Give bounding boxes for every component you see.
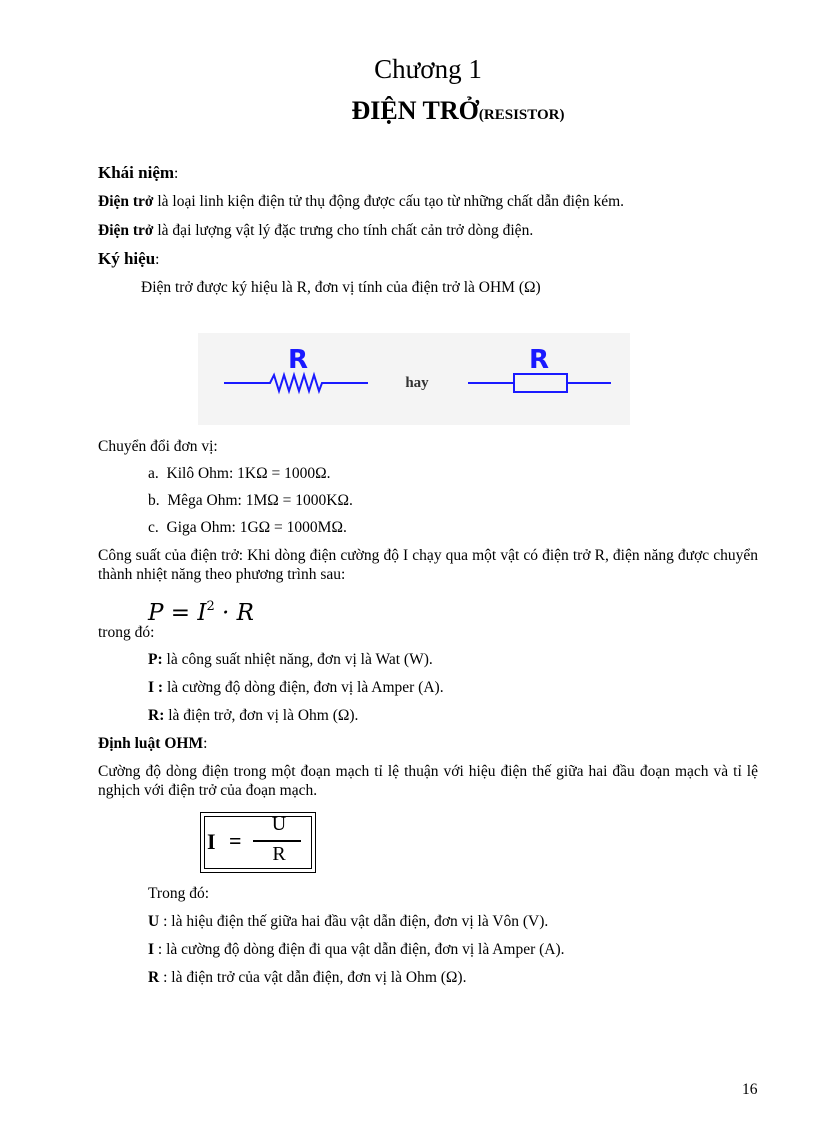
ohm-law-formula-inner-border — [204, 816, 312, 869]
ohm-formula-fraction-bar — [253, 840, 301, 842]
ohm-def-i-text: : là cường độ dòng điện đi qua vật dẫn điện, đơn vị là Amper (A). — [154, 941, 565, 958]
power-def-p-term: P: — [148, 651, 163, 668]
power-def-i-term: I : — [148, 679, 164, 696]
power-formula-lhs: P = I — [148, 600, 207, 626]
conversion-marker-b: b. — [148, 492, 160, 509]
ohm-formula-denominator: R — [272, 843, 286, 865]
power-paragraph: Công suất của điện trở: Khi dòng điện cường độ I chạy qua một vật có điện trở R, điện năng được chuyển thành nhiệt năng theo phương trình sau: — [98, 547, 758, 583]
box-resistor-symbol — [514, 374, 567, 392]
concept-term-1: Điện trở — [98, 193, 154, 210]
chapter-title-main: ĐIỆN TRỞ — [351, 96, 479, 125]
power-def-p — [148, 650, 433, 670]
ohm-law-formula-box — [200, 812, 316, 873]
ohm-def-i-term: I — [148, 941, 155, 958]
chapter-number: Chương 1 — [374, 54, 482, 84]
conversion-item-a — [148, 464, 330, 484]
concept-heading-line — [98, 163, 178, 184]
power-where: trong đó: — [98, 624, 155, 641]
power-formula-rhs: · R — [214, 600, 255, 626]
conversion-marker-a: a. — [148, 465, 159, 482]
concept-term-2: Điện trở — [98, 222, 154, 239]
symbol-or-text: hay — [405, 375, 429, 391]
ohm-def-u-text: : là hiệu điện thế giữa hai đầu vật dẫn điện, đơn vị là Vôn (V). — [159, 913, 549, 930]
symbol-heading: Ký hiệu — [98, 249, 156, 268]
ohm-def-r — [148, 968, 466, 988]
ohm-paragraph: Cường độ dòng điện trong một đoạn mạch tỉ lệ thuận với hiệu điện thế giữa hai đầu đoạn mạch và tỉ lệ nghịch với điện trở của đoạn mạch. — [98, 763, 758, 799]
ohm-formula-numerator: U — [271, 813, 287, 835]
conversion-text-b: Mêga Ohm: 1MΩ = 1000KΩ. — [167, 492, 353, 509]
resistor-label-right: R — [528, 345, 550, 375]
symbol-heading-colon: : — [155, 251, 160, 268]
ohm-def-u — [148, 912, 548, 932]
conversion-text-a: Kilô Ohm: 1KΩ = 1000Ω. — [166, 465, 331, 482]
concept-heading: Khái niệm — [98, 163, 175, 182]
power-formula — [148, 594, 254, 626]
concept-text-2: là đại lượng vật lý đặc trưng cho tính chất cản trở dòng điện. — [153, 222, 534, 239]
page-number: 16 — [742, 1081, 758, 1098]
resistor-symbol-svg — [198, 333, 630, 425]
symbol-heading-line — [98, 249, 159, 270]
conversion-item-c — [148, 518, 347, 538]
ohm-heading-line — [98, 734, 207, 754]
power-def-i-text: là cường độ dòng điện, đơn vị là Amper (A). — [163, 679, 444, 696]
power-def-r-text: là điện trở, đơn vị là Ohm (Ω). — [164, 707, 359, 724]
power-formula-exponent: 2 — [206, 599, 215, 614]
ohm-heading-colon: : — [203, 735, 208, 752]
power-def-r — [148, 706, 358, 726]
ohm-formula-lhs: I — [207, 829, 216, 854]
ohm-def-i — [148, 940, 565, 960]
concept-heading-colon: : — [174, 165, 179, 182]
ohm-heading: Định luật OHM — [98, 735, 204, 752]
zigzag-resistor-symbol — [224, 375, 368, 391]
power-def-r-term: R: — [148, 707, 165, 724]
power-def-i — [148, 678, 444, 698]
concept-line-2 — [98, 221, 533, 241]
conversion-marker-c: c. — [148, 519, 159, 536]
resistor-symbol-figure — [198, 333, 630, 425]
ohm-def-r-text: : là điện trở của vật dẫn điện, đơn vị là Ohm (Ω). — [159, 969, 467, 986]
resistor-label-left: R — [287, 345, 309, 375]
ohm-where: Trong đó: — [148, 885, 210, 902]
conversion-item-b — [148, 491, 353, 511]
concept-line-1 — [98, 192, 624, 212]
ohm-def-u-term: U — [148, 913, 160, 930]
chapter-title — [0, 94, 816, 132]
chapter-title-sub: (RESISTOR) — [478, 107, 565, 123]
ohm-def-r-term: R — [148, 969, 160, 986]
concept-text-1: là loại linh kiện điện tử thụ động được cấu tạo từ những chất dẫn điện kém. — [153, 193, 625, 210]
conversion-text-c: Giga Ohm: 1GΩ = 1000MΩ. — [166, 519, 347, 536]
power-def-p-text: là công suất nhiệt năng, đơn vị là Wat (W). — [162, 651, 433, 668]
ohm-formula-equals: = — [229, 828, 242, 853]
conversion-heading: Chuyển đổi đơn vị: — [98, 438, 218, 455]
symbol-description: Điện trở được ký hiệu là R, đơn vị tính của điện trở là OHM (Ω) — [141, 279, 541, 296]
